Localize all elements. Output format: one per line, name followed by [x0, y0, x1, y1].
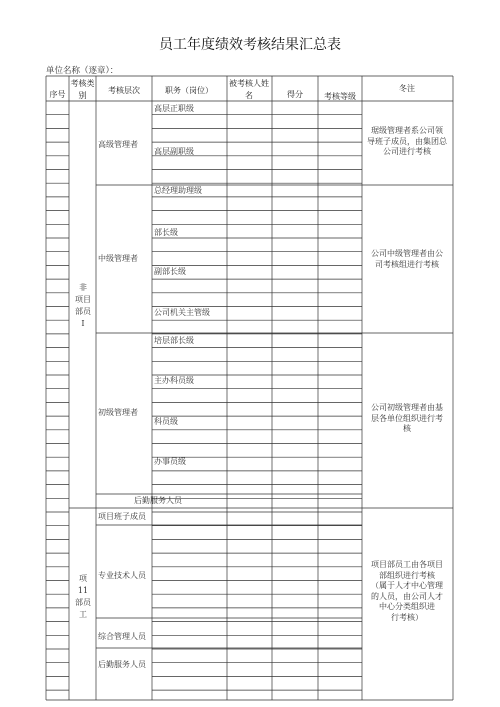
remark-project: 项目部员工由各项目 部组织进行考核 （属于人才中心管理 的人员，由公司人才 中心分类组织进 行考核）	[371, 560, 443, 622]
position-senior-chief: 高层正职级	[154, 104, 194, 113]
remark-junior: 公司初级管理者由基 层各单位组织进行考 核	[371, 403, 443, 433]
header-grade: 考核等级	[324, 92, 356, 101]
position-minister: 部长级	[154, 228, 178, 237]
header-category: 考核类别	[70, 79, 95, 100]
header-score: 得分	[287, 90, 303, 99]
position-office-supervisor: 公司机关主管级	[154, 308, 210, 317]
position-office-worker: 办事员级	[154, 457, 186, 466]
level-technical-staff: 专业技术人员	[98, 571, 146, 580]
position-base-minister: 培层部长级	[154, 336, 194, 345]
category-non-project: 非 项目 部员 I	[75, 283, 91, 328]
position-clerk: 科员级	[154, 417, 178, 426]
position-gm-assistant: 总经理助理级	[154, 186, 202, 195]
position-senior-deputy: 高层副职级	[154, 147, 194, 156]
level-admin-staff: 综合管理人员	[98, 632, 146, 641]
level-logistics-staff: 后勤服务人员	[134, 496, 182, 505]
level-junior-manager: 初级管理者	[98, 408, 138, 417]
header-name: 被考核人姓名	[229, 79, 269, 100]
level-project-team: 项目班子成员	[98, 512, 146, 521]
category-project: 项 11 部员 工	[75, 574, 91, 619]
remark-middle: 公司中级管理者由公 司考核组进行考核	[371, 249, 443, 269]
header-seq: 序号	[49, 90, 66, 99]
level-middle-manager: 中级管理者	[98, 254, 138, 263]
level-project-logistics: 后勤服务人员	[98, 660, 146, 669]
position-senior-clerk: 主办科员级	[154, 376, 194, 385]
remark-senior: 琚级管理者系公司领 导班子成员，由集团总 公司进行考核	[367, 126, 447, 156]
level-senior-manager: 高级管理者	[98, 140, 138, 149]
unit-name-label: 单位名称（逐章）：	[46, 66, 119, 76]
page-title: 员工年度绩效考核结果汇总表	[159, 37, 341, 53]
position-vice-minister: 副部长级	[154, 267, 186, 276]
header-remark: 冬注	[399, 84, 415, 93]
header-level: 考核层次	[108, 86, 140, 95]
header-position: 职务（岗位）	[165, 86, 213, 95]
